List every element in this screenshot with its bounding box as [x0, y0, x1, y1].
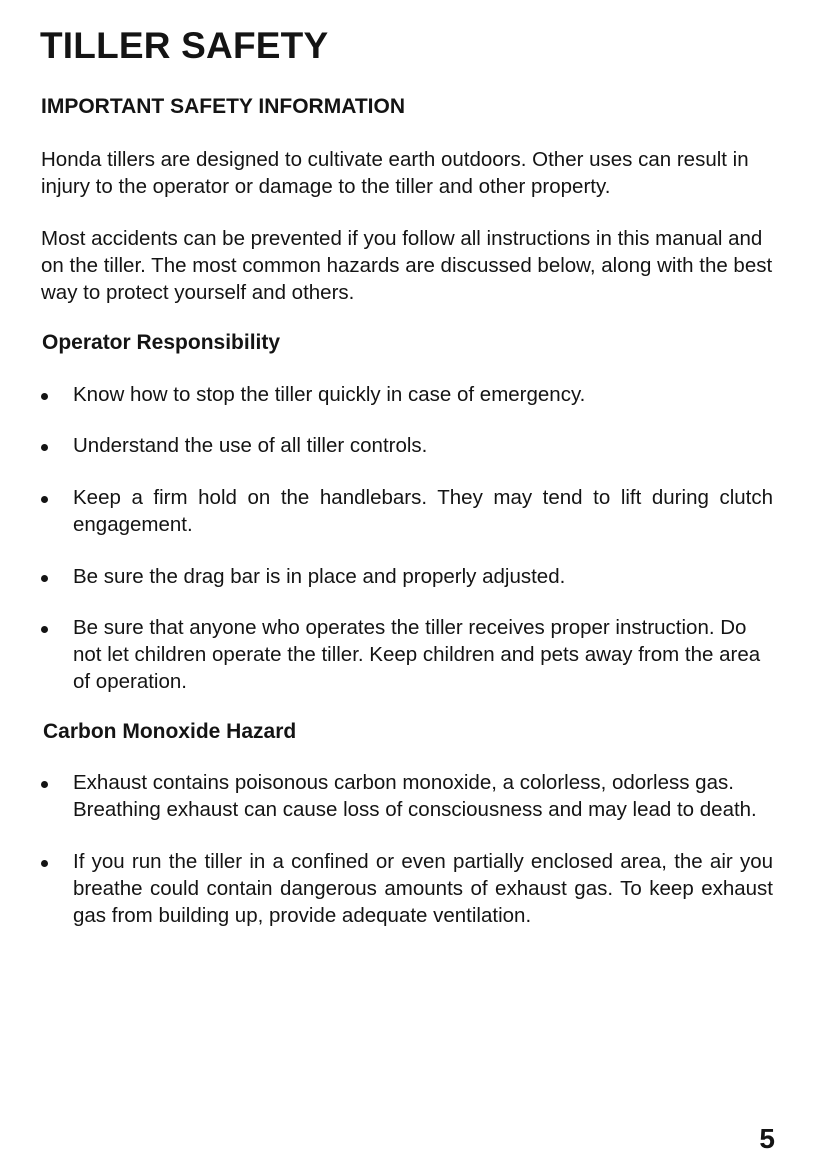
- list-item: [41, 484, 773, 538]
- list-item-text: If you run the tiller in a confined or even partially enclosed area, the air you breathe could contain dangerous amounts of exhaust gas. To keep exhaust gas from building up, provide adequate ventilation.: [73, 850, 773, 927]
- bullet-icon: [41, 575, 48, 582]
- list-item-text: Keep a firm hold on the handlebars. They may tend to lift during clutch engagement.: [73, 486, 773, 536]
- page-title: TILLER SAFETY: [40, 25, 329, 66]
- list-item: [41, 381, 773, 408]
- important-safety-heading: IMPORTANT SAFETY INFORMATION: [41, 95, 405, 118]
- bullet-icon: [41, 444, 48, 451]
- operator-responsibility-heading: Operator Responsibility: [42, 331, 281, 354]
- list-item-text: Be sure the drag bar is in place and properly adjusted.: [73, 565, 566, 588]
- accidents-paragraph: Most accidents can be prevented if you follow all instructions in this manual and on the tiller. The most common hazards are discussed below, along with the best way to protect yourself and others.: [41, 227, 773, 304]
- list-item-text: Exhaust contains poisonous carbon monoxide, a colorless, odorless gas. Breathing exhaust can cause loss of consciousness and may lead to death.: [73, 771, 757, 821]
- list-item: [41, 563, 773, 590]
- page-number: 5: [759, 1123, 775, 1154]
- bullet-icon: [41, 860, 48, 867]
- bullet-icon: [41, 626, 48, 633]
- bullet-icon: [41, 781, 48, 788]
- list-item-text: Know how to stop the tiller quickly in case of emergency.: [73, 383, 586, 406]
- list-item: [41, 848, 773, 929]
- list-item: [41, 432, 773, 459]
- intro-paragraph: Honda tillers are designed to cultivate earth outdoors. Other uses can result in injury to the operator or damage to the tiller and other property.: [41, 148, 749, 198]
- list-item-text: Understand the use of all tiller controls.: [73, 434, 428, 457]
- list-item-text: Be sure that anyone who operates the tiller receives proper instruction. Do not let children operate the tiller. Keep children and pets away from the area of operation.: [73, 616, 761, 693]
- carbon-monoxide-heading: Carbon Monoxide Hazard: [43, 720, 297, 743]
- list-item: [41, 769, 773, 823]
- bullet-icon: [41, 496, 48, 503]
- bullet-icon: [41, 393, 48, 400]
- list-item: [41, 614, 773, 695]
